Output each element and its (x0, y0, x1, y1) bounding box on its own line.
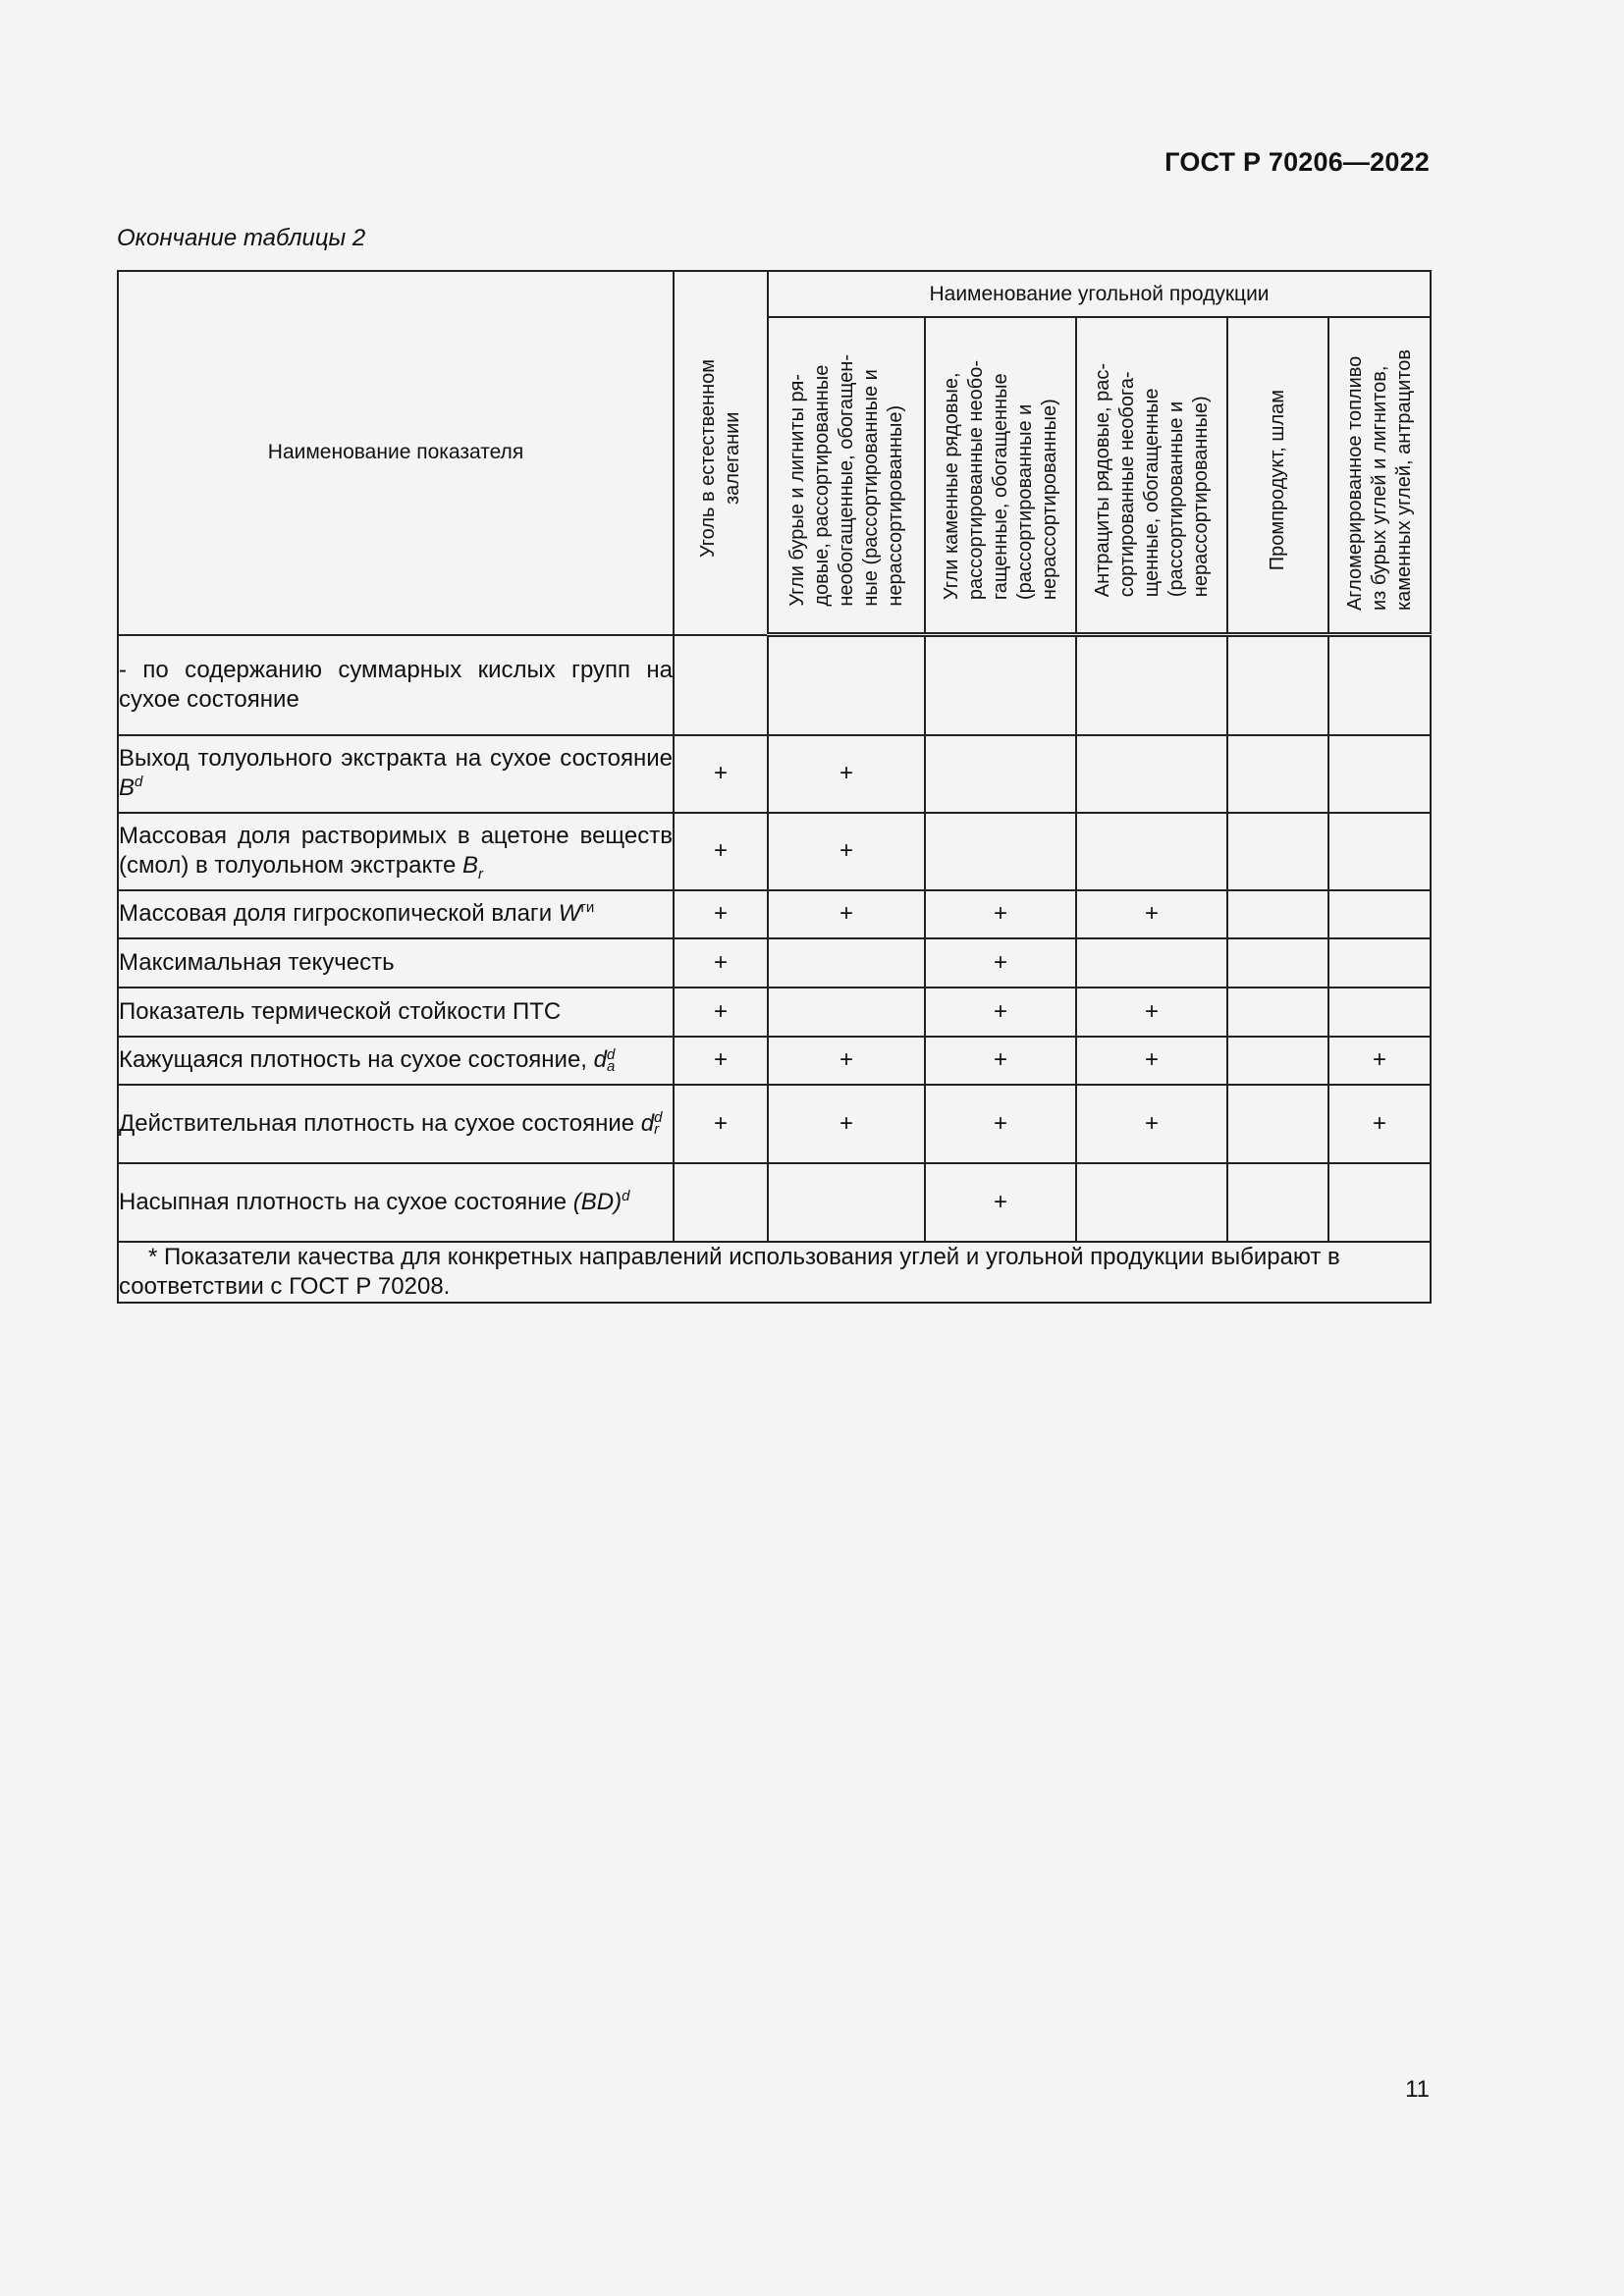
header-indicator-name: Наименование показателя (118, 271, 674, 635)
header-product-group: Наименование угольной продукции (768, 271, 1431, 317)
table-row (118, 988, 1431, 1037)
row-label: - по содержанию суммарных кислых групп на сухое состояние (118, 635, 674, 735)
mark-cell: + (768, 813, 925, 890)
mark-cell: + (925, 938, 1076, 988)
header-agglomerated: Агломерированное топливо из бурых углей и лигнитов, каменных углей, антрацитов (1328, 317, 1431, 635)
table-footnote: * Показатели качества для конкретных направлений использования углей и угольной продукции выбирают в соответствии с ГОСТ Р 70208. (118, 1242, 1431, 1303)
mark-cell: + (1328, 1037, 1431, 1085)
header-natural-coal: Уголь в естественном залегании (674, 271, 768, 635)
mark-cell: + (925, 1037, 1076, 1085)
header-hard-coal: Угли каменные рядовые, рассортированные необо- гащенные, обогащенные (рассортированные и нерассортированные) (925, 317, 1076, 635)
table-row (118, 1037, 1431, 1085)
row-label: Массовая доля растворимых в ацетоне веществ (смол) в толуольном экстракте $B_r$ (118, 813, 674, 890)
indicators-table (117, 270, 1432, 1304)
header-middlings: Промпродукт, шлам (1227, 317, 1328, 635)
mark-cell: + (925, 988, 1076, 1037)
table-row (118, 813, 1431, 890)
mark-cell: + (674, 1085, 768, 1163)
table-row (118, 938, 1431, 988)
row-label: Массовая доля гигроскопической влаги $W^{ги}$ (118, 890, 674, 938)
mark-cell: + (768, 1037, 925, 1085)
table-row (118, 635, 1431, 735)
page-number: 11 (1405, 2076, 1430, 2103)
row-label: Кажущаяся плотность на сухое состояние, d d a (118, 1037, 674, 1085)
header-anthracite: Антрациты рядовые, рас- сортированные необога- щенные, обогащенные (рассортированные и нерассортированные) (1076, 317, 1227, 635)
mark-cell: + (674, 1037, 768, 1085)
row-label: Показатель термической стойкости ПТС (118, 988, 674, 1037)
mark-cell: + (674, 938, 768, 988)
row-label: Насыпная плотность на сухое состояние (BD)$^d$ (118, 1163, 674, 1242)
row-label: Максимальная текучесть (118, 938, 674, 988)
row-label: Выход толуольного экстракта на сухое состояние $B^d$ (118, 735, 674, 813)
table-row (118, 1085, 1431, 1163)
mark-cell: + (674, 813, 768, 890)
table-caption: Окончание таблицы 2 (117, 225, 366, 251)
mark-cell: + (768, 1085, 925, 1163)
mark-cell: + (1076, 1037, 1227, 1085)
mark-cell: + (1076, 1085, 1227, 1163)
mark-cell: + (1076, 988, 1227, 1037)
row-label: Действительная плотность на сухое состояние d d r (118, 1085, 674, 1163)
mark-cell: + (674, 890, 768, 938)
table-row (118, 890, 1431, 938)
mark-cell: + (768, 735, 925, 813)
mark-cell: + (925, 1163, 1076, 1242)
footnote-row (118, 1242, 1431, 1303)
table-row (118, 735, 1431, 813)
header-brown-coal: Угли бурые и лигниты ря- довые, рассортированные необогащенные, обогащен- ные (рассортированные и нерассортированные) (768, 317, 925, 635)
document-code: ГОСТ Р 70206—2022 (1164, 147, 1430, 177)
table-row (118, 1163, 1431, 1242)
mark-cell: + (925, 1085, 1076, 1163)
mark-cell: + (768, 890, 925, 938)
mark-cell: + (1076, 890, 1227, 938)
mark-cell: + (1328, 1085, 1431, 1163)
mark-cell: + (674, 988, 768, 1037)
mark-cell: + (925, 890, 1076, 938)
mark-cell: + (674, 735, 768, 813)
